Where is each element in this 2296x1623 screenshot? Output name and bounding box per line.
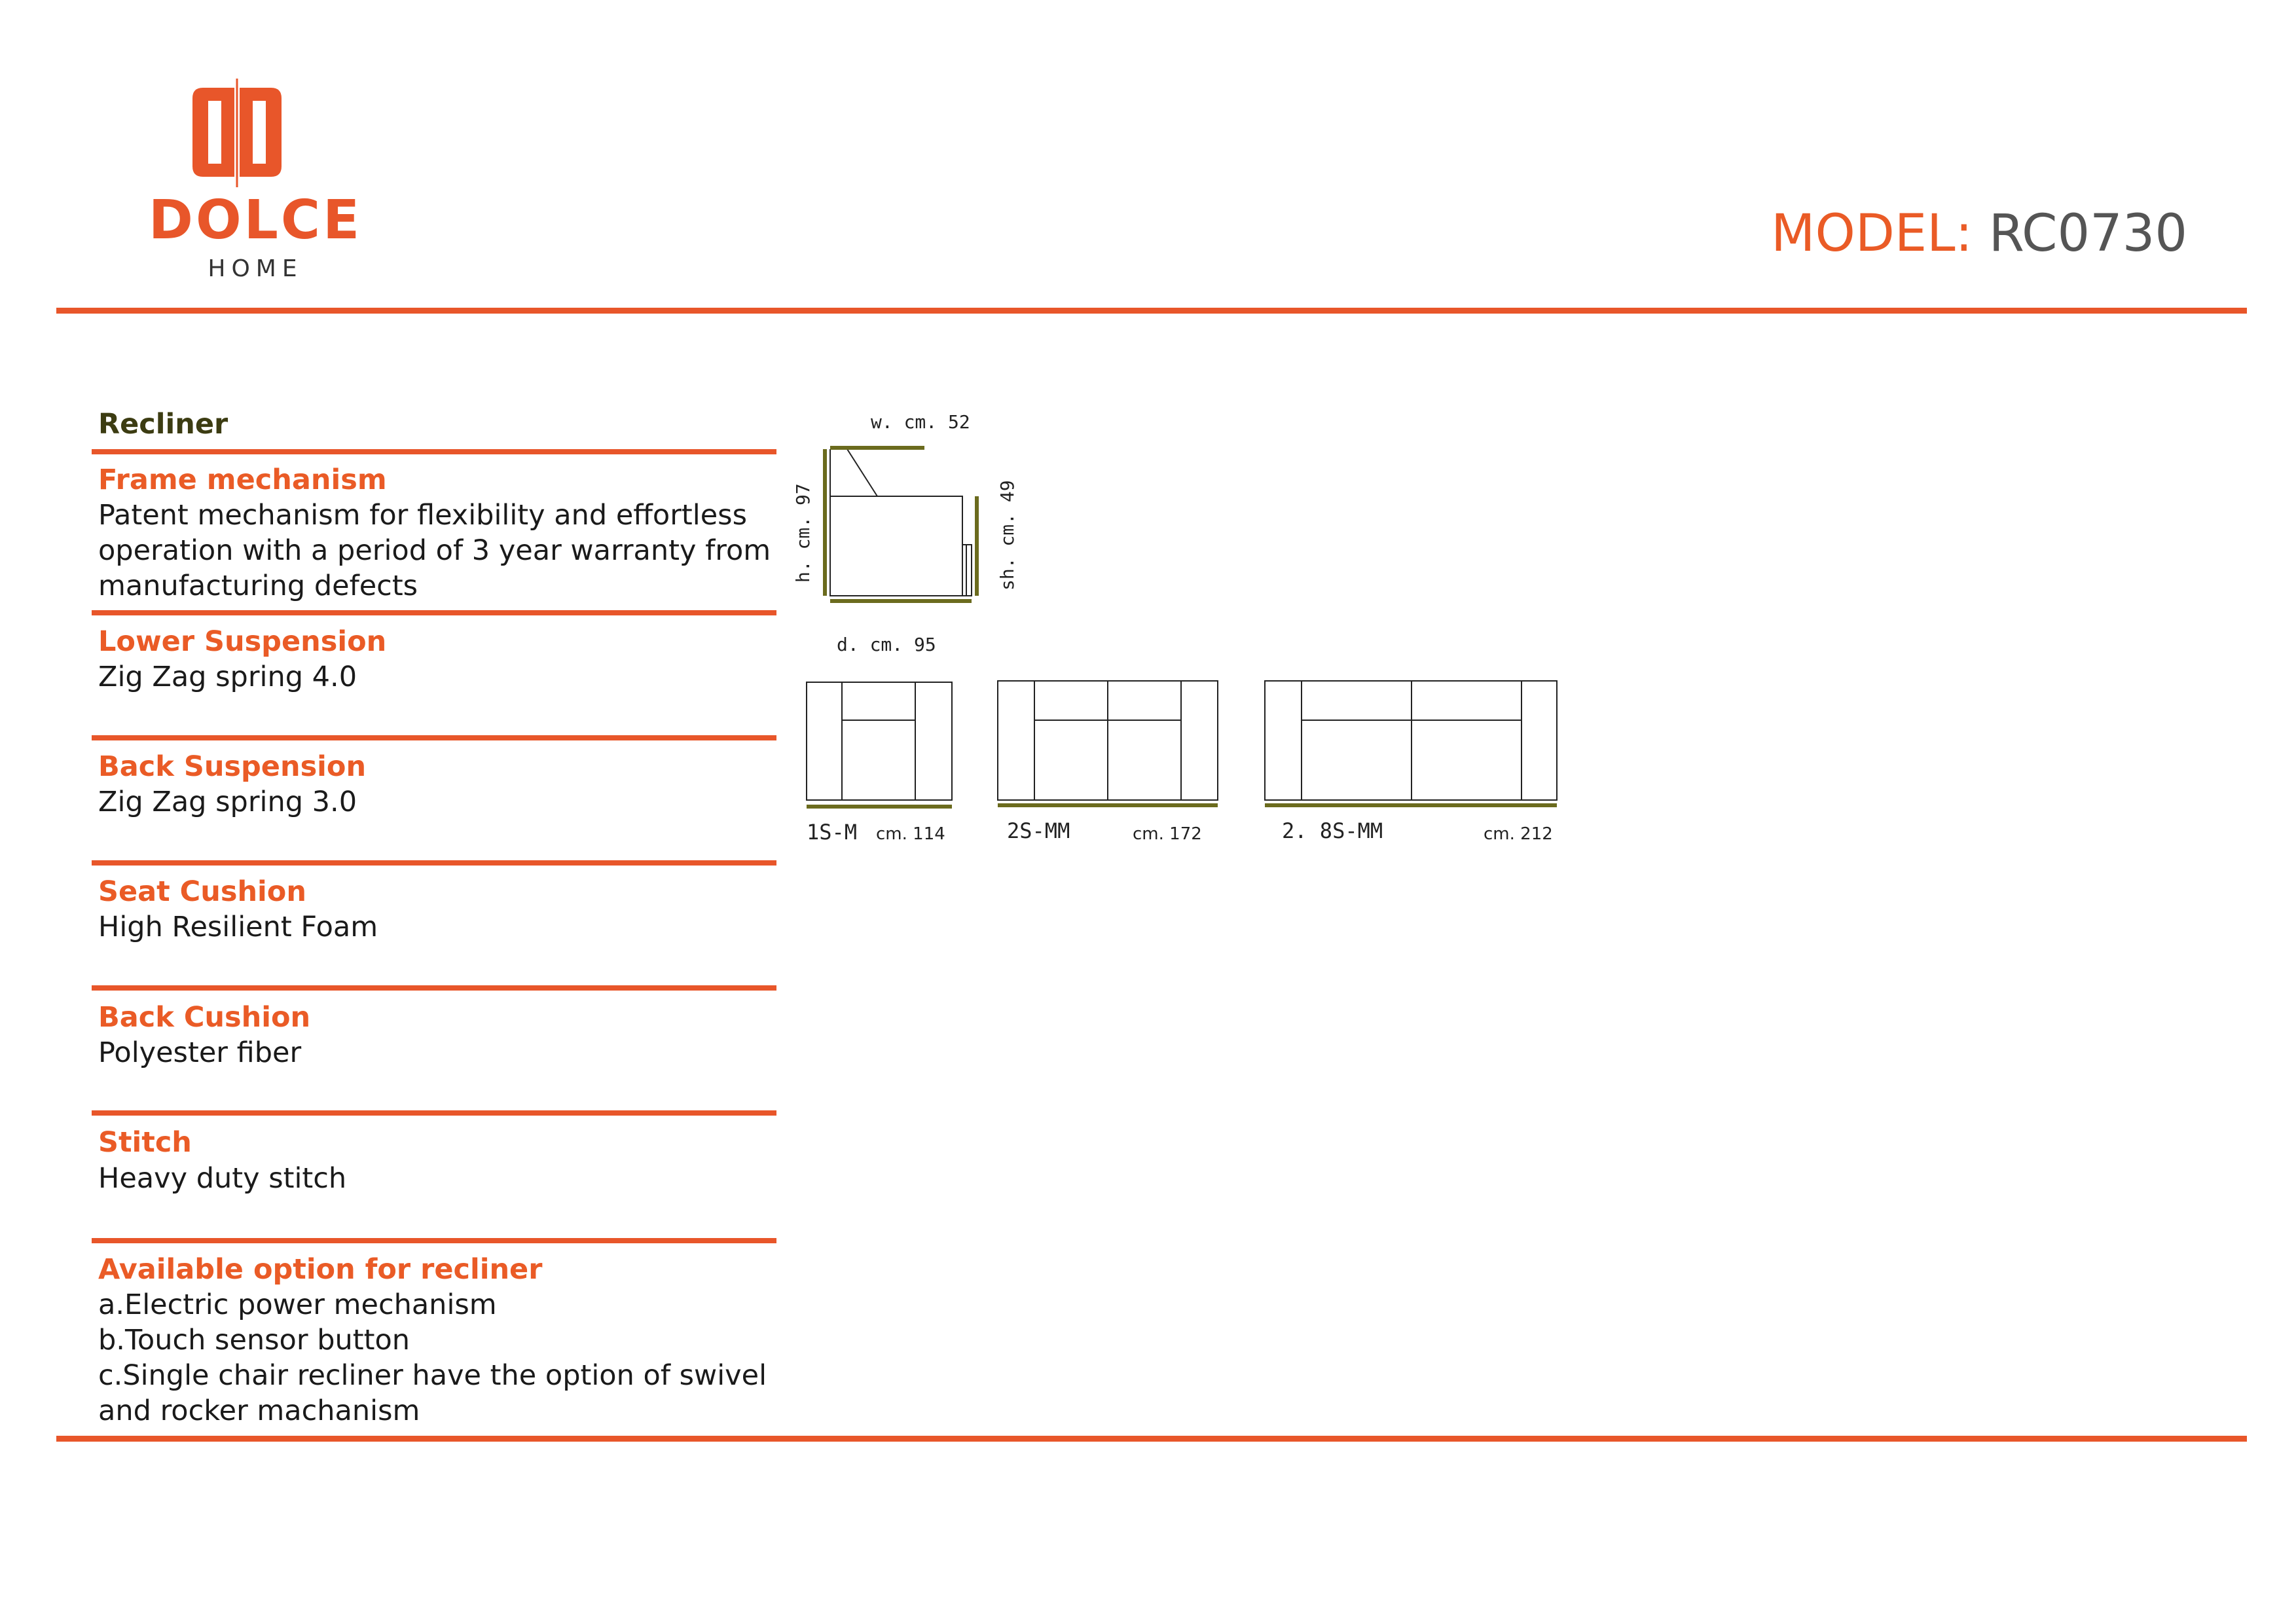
header-divider xyxy=(56,308,2247,314)
footer-divider xyxy=(56,1436,2247,1442)
depth-dimension-text: d. cm. 95 xyxy=(837,634,936,655)
logo-left-d-mark xyxy=(192,88,234,177)
spec-body-available-options: a.Electric power mechanism b.Touch sensor button c.Single chair recliner have the option of swivel and rocker machanism xyxy=(98,1288,767,1427)
spec-divider xyxy=(92,610,776,615)
variant-28s-code: 2. 8S-MM xyxy=(1282,818,1383,843)
spec-heading-lower-suspension: Lower Suspension xyxy=(98,625,387,658)
brand-tagline: HOME xyxy=(208,255,303,282)
variant-2s-width: cm. 172 xyxy=(1133,824,1202,844)
brand-name: DOLCE xyxy=(148,189,363,251)
spec-divider xyxy=(92,860,776,866)
model-heading xyxy=(1771,204,2187,263)
spec-divider xyxy=(92,985,776,991)
spec-body-lower-suspension: Zig Zag spring 4.0 xyxy=(98,661,357,693)
height-dimension-text: h. cm. 97 xyxy=(792,483,814,583)
spec-divider xyxy=(92,735,776,740)
spec-body-back-cushion: Polyester fiber xyxy=(98,1036,302,1069)
recliner-side-view xyxy=(830,449,972,596)
spec-divider xyxy=(92,1110,776,1116)
model-value: RC0730 xyxy=(1988,204,2187,263)
spec-heading-stitch: Stitch xyxy=(98,1126,192,1159)
spec-body-seat-cushion: High Resilient Foam xyxy=(98,911,378,943)
product-type-title: Recliner xyxy=(98,408,228,441)
spec-heading-frame-mechanism: Frame mechanism xyxy=(98,464,387,496)
variant-1s-width: cm. 114 xyxy=(876,824,945,844)
variant-28s-width: cm. 212 xyxy=(1484,824,1553,844)
spec-body-back-suspension: Zig Zag spring 3.0 xyxy=(98,786,357,818)
variant-2s-code: 2S-MM xyxy=(1007,818,1070,843)
variant-2s-top-view xyxy=(998,681,1218,800)
spec-divider xyxy=(92,449,776,454)
spec-heading-seat-cushion: Seat Cushion xyxy=(98,875,306,908)
spec-body-stitch: Heavy duty stitch xyxy=(98,1162,347,1195)
spec-heading-back-suspension: Back Suspension xyxy=(98,750,367,783)
width-dimension-text: w. cm. 52 xyxy=(871,411,970,433)
variant-1s-top-view xyxy=(807,682,952,800)
model-label: MODEL: xyxy=(1771,204,1973,263)
spec-divider xyxy=(92,1238,776,1243)
variant-28s-top-view xyxy=(1265,681,1557,800)
variant-1s-code: 1S-M xyxy=(807,820,858,845)
dimension-drawings xyxy=(773,399,1597,871)
spec-heading-back-cushion: Back Cushion xyxy=(98,1001,311,1034)
spec-body-frame-mechanism: Patent mechanism for flexibility and effortless operation with a period of 3 year warranty from manufacturing defects xyxy=(98,499,771,602)
seat-height-dimension-text: sh. cm. 49 xyxy=(996,480,1018,591)
spec-heading-available-options: Available option for recliner xyxy=(98,1253,543,1286)
logo-right-d-mark xyxy=(240,88,282,177)
